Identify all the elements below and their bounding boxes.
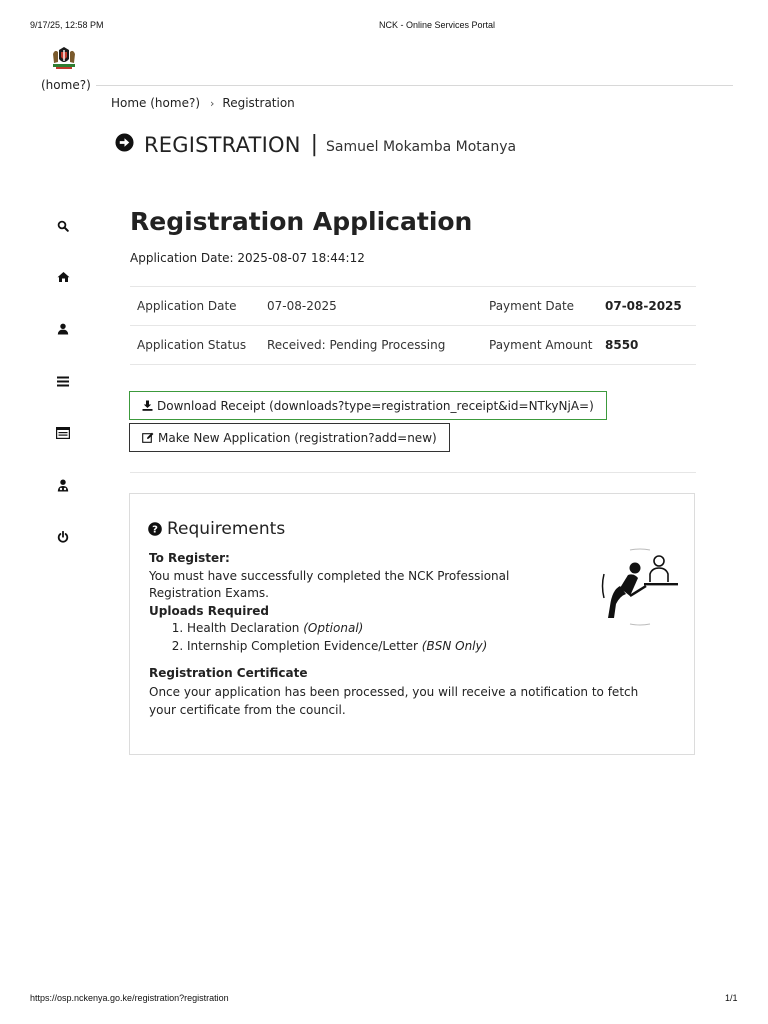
application-info-table bbox=[130, 286, 696, 365]
payment-amount-label: Payment Amount bbox=[489, 326, 605, 365]
new-application-button[interactable] bbox=[129, 423, 450, 452]
page-title: REGISTRATION bbox=[144, 132, 301, 157]
edit-icon bbox=[142, 432, 154, 443]
content-divider bbox=[130, 472, 696, 473]
payment-date-label: Payment Date bbox=[489, 287, 605, 326]
upload-item-note: (BSN Only) bbox=[421, 638, 488, 653]
requirements-panel bbox=[129, 493, 695, 755]
user-name: Samuel Mokamba Motanya bbox=[326, 138, 517, 155]
payment-amount-value: 8550 bbox=[605, 326, 696, 365]
svg-text:?: ? bbox=[152, 524, 158, 536]
arrow-circle-right-icon bbox=[115, 133, 134, 156]
print-page-number: 1/1 bbox=[725, 993, 738, 1003]
application-date-line: Application Date: 2025-08-07 18:44:12 bbox=[130, 251, 365, 265]
question-circle-icon bbox=[148, 522, 162, 536]
print-url: https://osp.nckenya.go.ke/registration?registration bbox=[30, 993, 229, 1003]
table-row bbox=[130, 287, 696, 326]
home-link[interactable]: (home?) bbox=[41, 78, 91, 92]
application-status-label: Application Status bbox=[130, 326, 267, 365]
upload-item-name: Internship Completion Evidence/Letter bbox=[187, 638, 418, 653]
print-datetime: 9/17/25, 12:58 PM bbox=[30, 20, 104, 30]
search-icon[interactable] bbox=[53, 216, 73, 236]
menu-icon[interactable] bbox=[53, 371, 73, 391]
certificate-label: Registration Certificate bbox=[149, 666, 308, 680]
download-receipt-button[interactable] bbox=[129, 391, 607, 420]
certificate-text: Once your application has been processed, you will receive a notification to fetch your certificate from the council. bbox=[149, 685, 639, 717]
user-doctor-icon[interactable] bbox=[53, 475, 73, 495]
header-divider bbox=[96, 85, 733, 86]
home-icon[interactable] bbox=[53, 267, 73, 287]
title-divider: | bbox=[310, 132, 319, 157]
uploads-list bbox=[149, 620, 569, 655]
breadcrumb-home-link[interactable]: Home (home?) bbox=[111, 96, 201, 110]
to-register-label: To Register: bbox=[149, 551, 230, 565]
breadcrumb bbox=[111, 96, 295, 110]
application-status-value: Received: Pending Processing bbox=[267, 326, 489, 365]
payment-date-value: 07-08-2025 bbox=[605, 287, 696, 326]
requirements-body bbox=[149, 550, 569, 655]
download-receipt-label: Download Receipt (downloads?type=registration_receipt&id=NTkyNjA=) bbox=[157, 398, 594, 413]
requirements-heading bbox=[148, 519, 285, 539]
user-icon[interactable] bbox=[53, 319, 73, 339]
to-register-text: You must have successfully completed the NCK Professional Registration Exams. bbox=[149, 568, 510, 600]
upload-item-note: (Optional) bbox=[303, 621, 364, 635]
registration-illustration bbox=[600, 546, 680, 628]
list-item bbox=[187, 638, 569, 656]
print-page-title: NCK - Online Services Portal bbox=[379, 20, 496, 30]
page-header bbox=[115, 132, 516, 157]
application-date-label: Application Date bbox=[130, 287, 267, 326]
main-title: Registration Application bbox=[130, 207, 473, 236]
list-window-icon[interactable] bbox=[53, 423, 73, 443]
new-application-label: Make New Application (registration?add=new) bbox=[158, 430, 437, 445]
breadcrumb-separator: › bbox=[210, 96, 215, 110]
download-icon bbox=[142, 400, 153, 411]
requirements-title: Requirements bbox=[167, 519, 286, 539]
power-icon[interactable] bbox=[53, 527, 73, 547]
table-row bbox=[130, 326, 696, 365]
list-item bbox=[187, 620, 569, 638]
breadcrumb-current: Registration bbox=[222, 96, 295, 110]
application-date-value: 07-08-2025 bbox=[267, 287, 489, 326]
upload-item-name: Health Declaration bbox=[187, 621, 300, 635]
uploads-label: Uploads Required bbox=[149, 603, 269, 618]
coat-of-arms-icon[interactable] bbox=[50, 44, 78, 70]
